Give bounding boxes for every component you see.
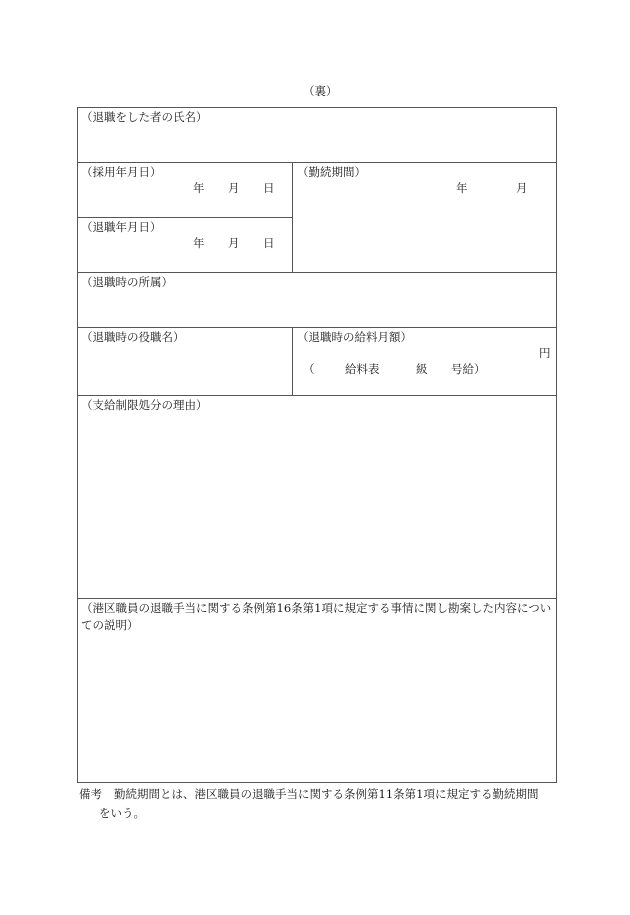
column-divider [292, 327, 293, 395]
row-divider [77, 327, 557, 328]
note-line-1: 勤続期間とは、港区職員の退職手当に関する条例第11条第1項に規定する勤続期間 [114, 787, 539, 801]
name-label: （退職をした者の氏名） [81, 110, 208, 124]
salary-yen-unit: 円 [539, 346, 551, 360]
note-prefix: 備考 [79, 787, 102, 801]
border-left [77, 107, 78, 783]
hire-day-unit: 日 [263, 181, 275, 195]
border-top [77, 107, 557, 108]
note-line-2: をいう。 [99, 806, 145, 820]
row-divider [77, 217, 292, 218]
service-month-unit: 月 [516, 181, 528, 195]
retire-year-unit: 年 [193, 236, 205, 250]
retire-day-unit: 日 [263, 236, 275, 250]
salary-step-unit: 号給） [451, 362, 486, 376]
row-divider [77, 272, 557, 273]
page-label: （裏） [303, 84, 338, 98]
explanation-label: （港区職員の退職手当に関する条例第16条第1項に規定する事情に関し勘案した内容についての説明） [81, 601, 552, 632]
position-label: （退職時の役職名） [81, 330, 185, 344]
border-right [556, 107, 557, 783]
service-year-unit: 年 [456, 181, 468, 195]
hire-date-label: （採用年月日） [81, 165, 162, 179]
salary-open-paren: （ [303, 362, 315, 376]
border-bottom [77, 782, 557, 783]
reason-label: （支給制限処分の理由） [81, 398, 208, 412]
retire-month-unit: 月 [228, 236, 240, 250]
hire-month-unit: 月 [228, 181, 240, 195]
row-divider [77, 598, 557, 599]
salary-label: （退職時の給料月額） [297, 330, 412, 344]
retire-date-label: （退職年月日） [81, 220, 162, 234]
row-divider [77, 162, 557, 163]
row-divider [77, 395, 557, 396]
service-period-label: （勤続期間） [297, 165, 366, 179]
hire-year-unit: 年 [193, 181, 205, 195]
affiliation-label: （退職時の所属） [81, 275, 173, 289]
column-divider [292, 162, 293, 272]
salary-grade-unit: 級 [416, 362, 428, 376]
salary-table-unit: 給料表 [345, 362, 380, 376]
